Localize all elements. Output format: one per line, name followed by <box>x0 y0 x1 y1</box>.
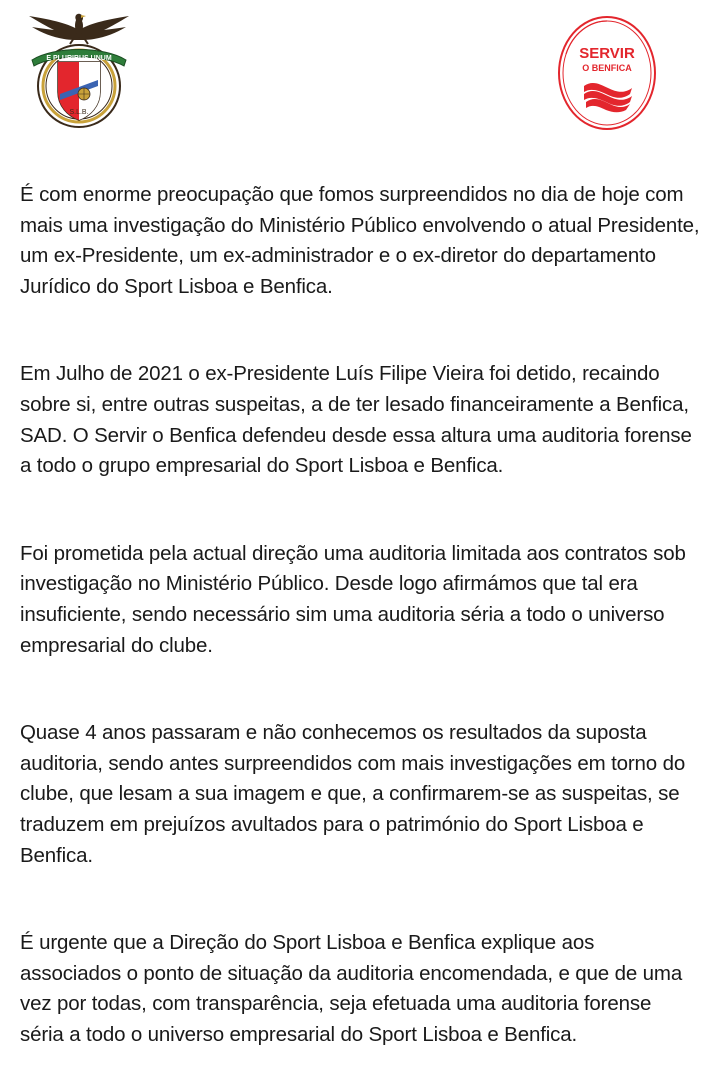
letterhead <box>0 0 709 140</box>
paragraph-3: Foi prometida pela actual direção uma auditoria limitada aos contratos sob investigação no Ministério Público. Desde logo afirmámos que tal era insuficiente, sendo necessário sim uma auditoria séria a todo o universo empresarial do clube. <box>20 541 686 657</box>
logo-line2: O BENFICA <box>582 63 632 73</box>
paragraph-4: Quase 4 anos passaram e não conhecemos os resultados da suposta auditoria, sendo antes surpreendidos com mais investigações em torno do clube, que lesam a sua imagem e que, a confirmarem-se as suspeitas, se traduzem em prejuízos avultados para o património do Sport Lisboa e Benfica. <box>20 721 686 867</box>
benfica-crest-logo <box>24 10 134 134</box>
logo-line1: SERVIR <box>579 45 635 62</box>
paragraph-2: Em Julho de 2021 o ex-Presidente Luís Filipe Vieira foi detido, recaindo sobre si, entre outras suspeitas, a de ter lesado financeiramente a Benfica, SAD. O Servir o Benfica defendeu desde essa altura uma auditoria forense a todo o grupo empresarial do Sport Lisboa e Benfica. <box>20 362 692 478</box>
wave-flag-icon <box>584 83 632 112</box>
servir-o-benfica-logo <box>556 14 658 132</box>
paragraph-1: É com enorme preocupação que fomos surpreendidos no dia de hoje com mais uma investigação do Ministério Público envolvendo o atual Presidente, um ex-Presidente, um ex-administrador e o ex-diretor do departamento Jurídico do Sport Lisboa e Benfica. <box>20 183 700 298</box>
motto-text: E PLURIBUS UNUM <box>46 55 112 62</box>
crest-initials: S.L.B. <box>69 109 89 116</box>
paragraph-5: É urgente que a Direção do Sport Lisboa e Benfica explique aos associados o ponto de situação da auditoria encomendada, e que de uma vez por todas, com transparência, seja efetuada uma auditoria forense séria a todo o universo empresarial do Sport Lisboa e Benfica. <box>20 931 683 1046</box>
statement-body <box>20 180 700 1050</box>
eagle-icon <box>29 14 129 44</box>
